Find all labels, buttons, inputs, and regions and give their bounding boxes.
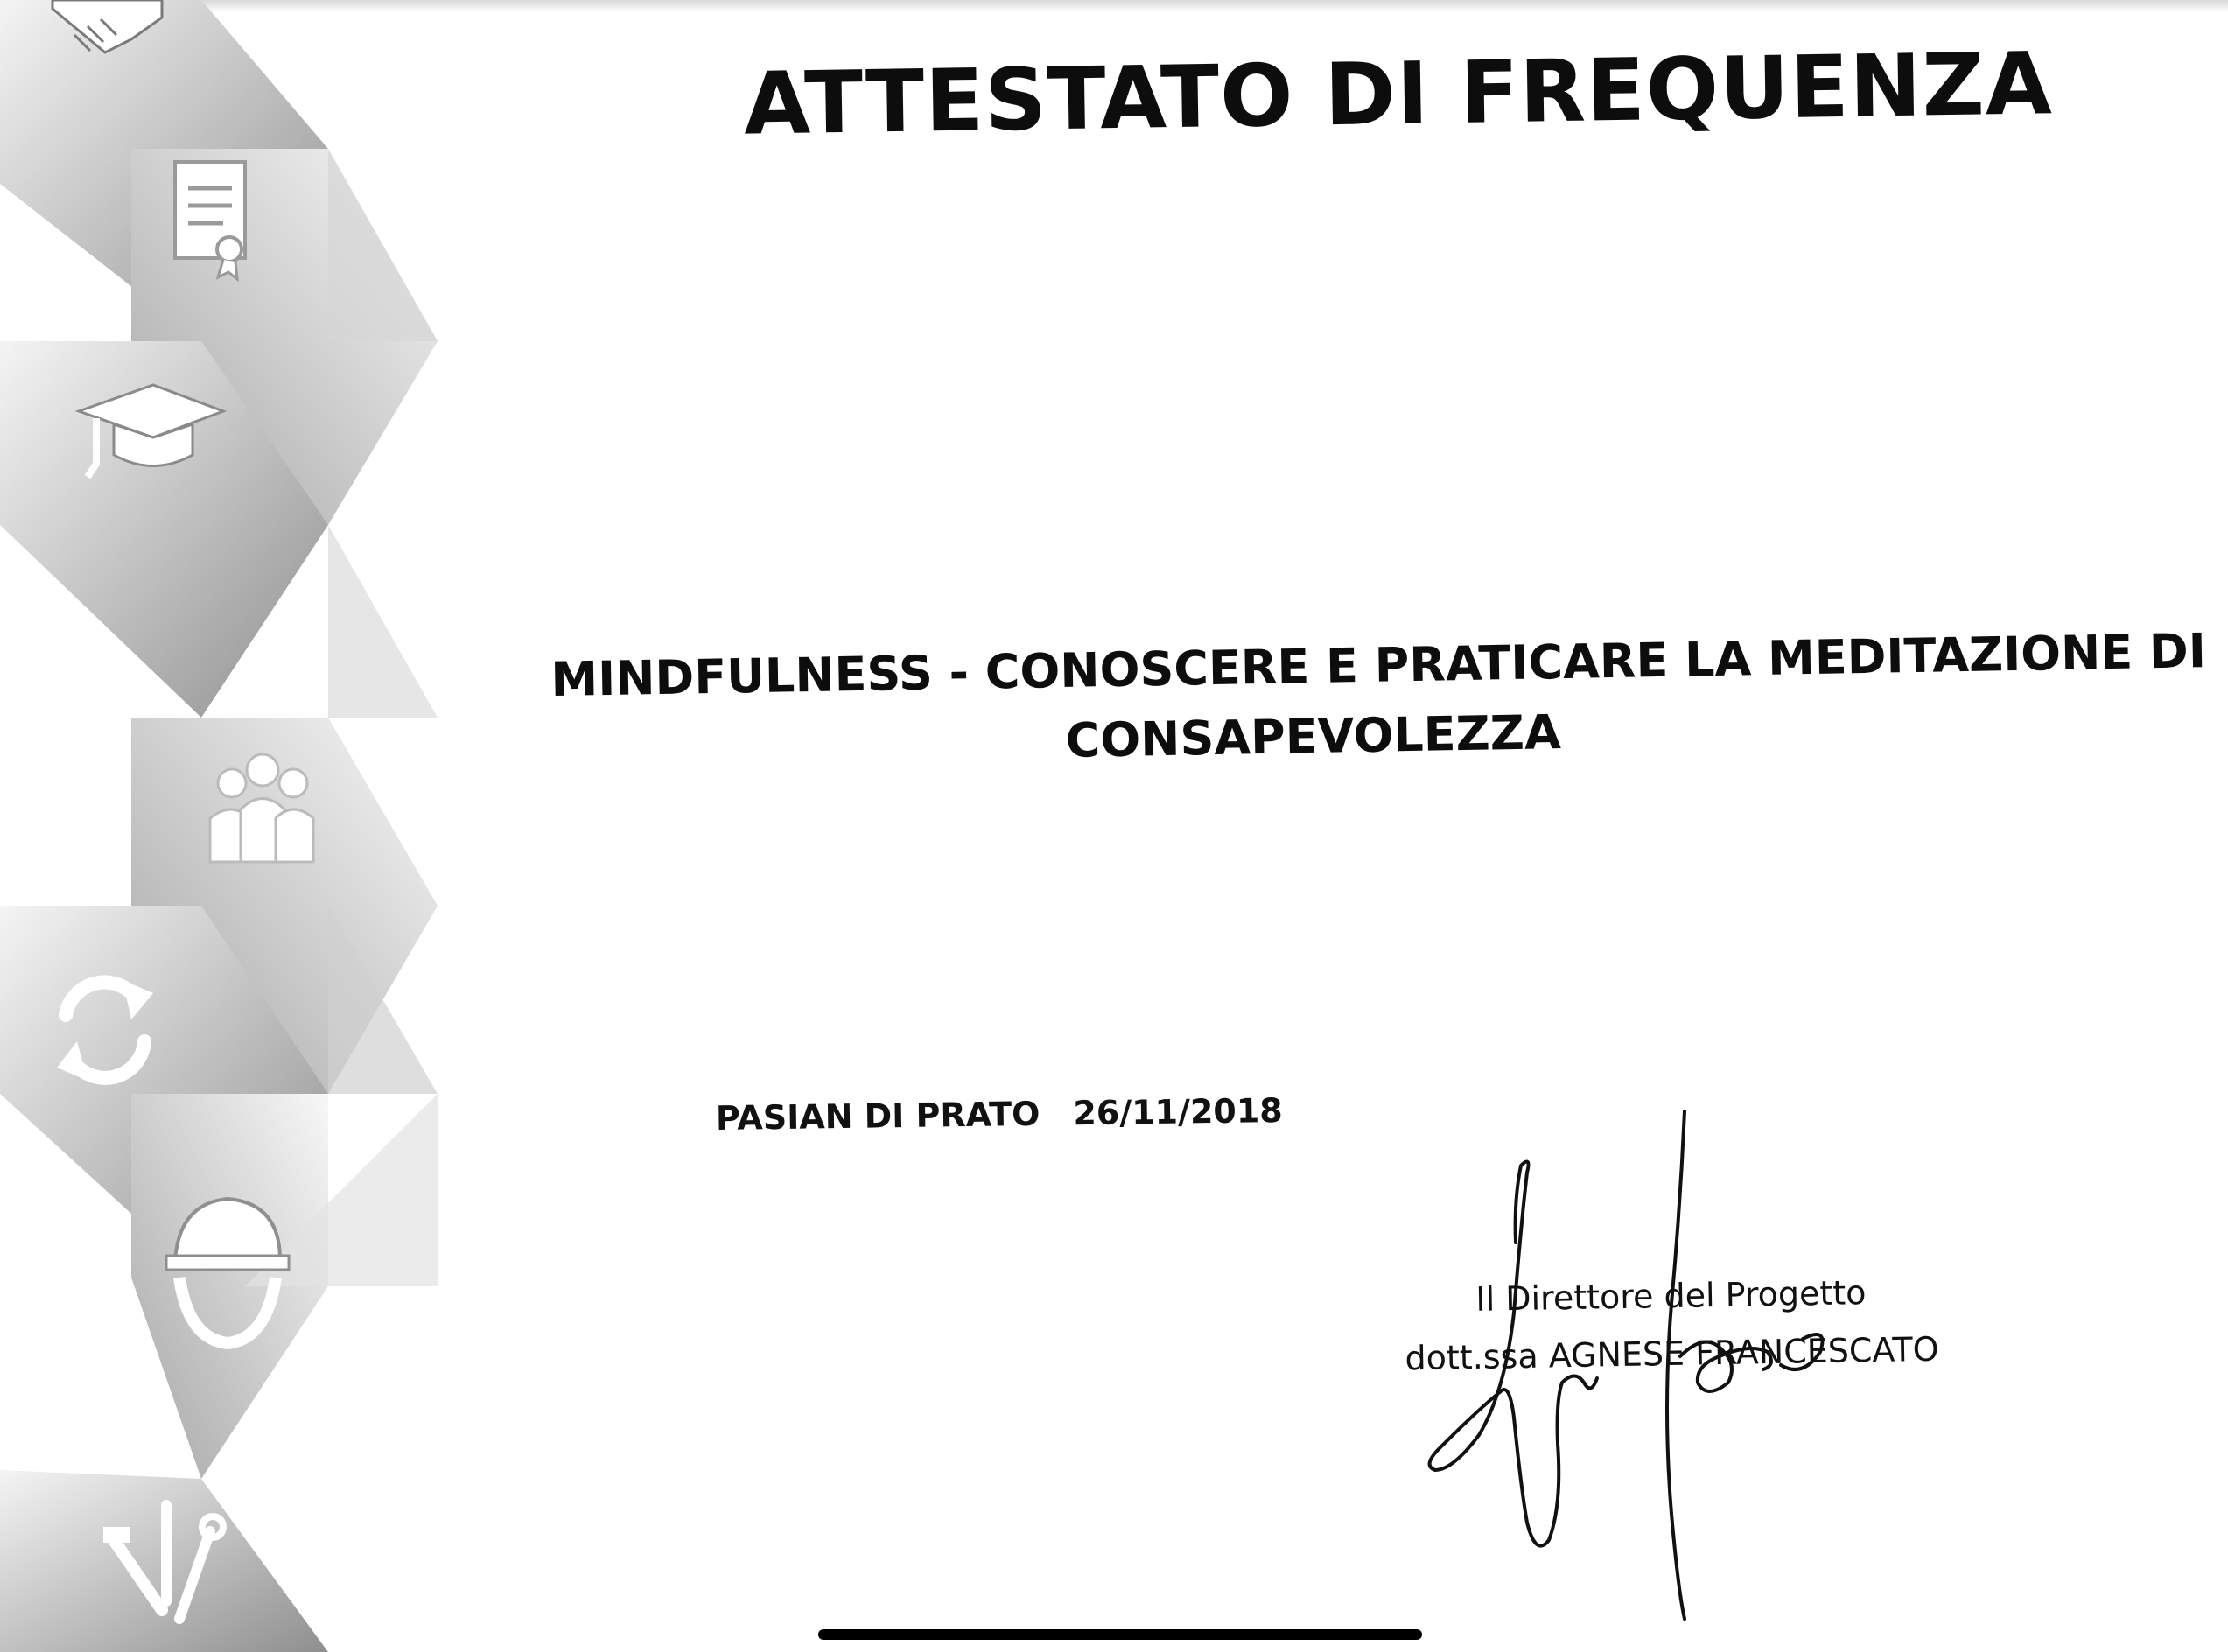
side-panel-graphic	[0, 0, 560, 1652]
panel-triangle	[328, 149, 438, 341]
place-and-date	[716, 1091, 1283, 1138]
course-name	[550, 619, 2207, 785]
signatory-name: dott.ssa AGNESE FRANCESCATO	[1405, 1329, 1939, 1378]
certificate-title: ATTESTATO DI FREQUENZA	[743, 34, 2054, 155]
decorative-side-panel	[0, 0, 560, 1652]
course-name-line-2: CONSAPEVOLEZZA	[1065, 704, 1562, 768]
home-indicator-bar[interactable]	[818, 1629, 1422, 1640]
place-text: PASIAN DI PRATO	[715, 1094, 1040, 1138]
panel-triangle	[328, 525, 438, 718]
course-name-line-1: MINDFULNESS - CONOSCERE E PRATICARE LA MEDITAZIONE DI	[550, 623, 2207, 708]
signature-block	[1391, 1262, 1952, 1387]
date-text: 26/11/2018	[1073, 1090, 1283, 1133]
signatory-role: Il Direttore del Progetto	[1475, 1273, 1867, 1319]
